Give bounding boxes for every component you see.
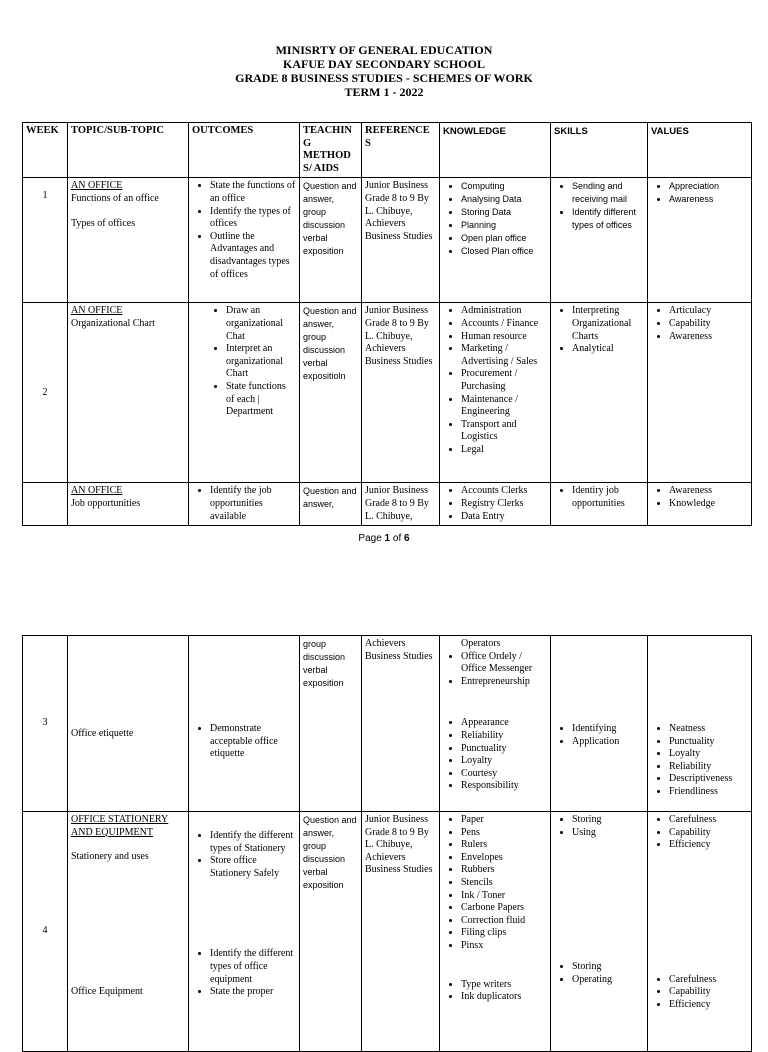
list-item: • Sending and receiving mail	[572, 180, 644, 206]
list-item: • Planning	[461, 219, 547, 232]
list-item: • Paper	[461, 814, 547, 827]
current-page-number: 1	[384, 533, 391, 544]
col-header-topic: TOPIC/SUB-TOPIC	[68, 123, 189, 178]
list-item: • Efficiency	[669, 839, 748, 852]
list-item: • Data Entry	[461, 511, 547, 524]
list-item: • Operating	[572, 974, 644, 987]
list-item: • Storing Data	[461, 206, 547, 219]
outcomes-cell	[189, 812, 300, 1052]
subtopic: Office etiquette	[71, 728, 134, 739]
topic-cell	[68, 178, 189, 303]
list-item: • Identify the different types of office equipment	[210, 948, 296, 986]
week-number: 4	[23, 812, 68, 1052]
list-item: • Awareness	[669, 331, 748, 344]
list-item: • Carefulness	[669, 974, 748, 987]
list-item: • Pens	[461, 827, 547, 840]
col-header-values: VALUES	[648, 123, 752, 178]
list-item: • Ink / Toner	[461, 890, 547, 903]
document-heading	[0, 43, 768, 99]
list-item: • Descriptiveness	[669, 773, 748, 786]
col-header-outcomes: OUTCOMES	[189, 123, 300, 178]
topic-cell	[68, 812, 189, 1052]
list-item: • Rulers	[461, 839, 547, 852]
list-item: • Efficiency	[669, 999, 748, 1012]
methods-cell: Question and answer, group discussion verbal exposition	[300, 812, 362, 1052]
list-item: • Identify the types of offices	[210, 206, 296, 231]
week-number: 3	[23, 636, 68, 812]
list-item: • Identify the job opportunities available	[210, 485, 296, 523]
list-item: • Capability	[669, 318, 748, 331]
outcomes-cell	[189, 303, 300, 483]
list-item: • Identify the different types of Stationery	[210, 830, 296, 855]
skills-cell	[551, 483, 648, 526]
heading-ministry: MINISRTY OF GENERAL EDUCATION	[275, 43, 493, 57]
list-item: • Knowledge	[669, 498, 748, 511]
values-cell	[648, 483, 752, 526]
references-cell: Junior Business Grade 8 to 9 By L. Chibuye, Achievers Business Studies	[362, 303, 440, 483]
list-item: • Computing	[461, 180, 547, 193]
list-item: • Registry Clerks	[461, 498, 547, 511]
topic-title: AN OFFICE	[71, 180, 123, 192]
list-item: • Friendliness	[669, 786, 748, 799]
schemes-table-page-2	[22, 635, 752, 1052]
list-item: • Interpreting Organizational Charts	[572, 305, 644, 343]
outcomes-cell	[189, 178, 300, 303]
methods-cell: Question and answer, group discussion verbal expositioln	[300, 303, 362, 483]
list-item: • Accounts / Finance	[461, 318, 547, 331]
schemes-table-page-1	[22, 122, 752, 526]
list-item: • Punctuality	[669, 736, 748, 749]
list-item: • Ink duplicators	[461, 991, 547, 1004]
methods-cell: Question and answer,	[300, 483, 362, 526]
list-item: • Identiry job opportunities	[572, 485, 644, 510]
list-item: • Capability	[669, 986, 748, 999]
list-item: • Office Ordely / Office Messenger	[461, 651, 547, 676]
list-item: • Storing	[572, 961, 644, 974]
document-page-2	[0, 560, 768, 1024]
outcomes-cell	[189, 636, 300, 812]
topic-cell	[68, 303, 189, 483]
knowledge-cell	[440, 636, 551, 812]
list-item: • Articulacy	[669, 305, 748, 318]
outcomes-cell	[189, 483, 300, 526]
knowledge-cell	[440, 303, 551, 483]
topic-title: AN OFFICE	[71, 305, 123, 317]
skills-cell	[551, 636, 648, 812]
week-number: 2	[23, 303, 68, 483]
list-item: • Legal	[461, 444, 547, 457]
subtopic: Stationery and uses	[71, 851, 149, 863]
list-item: • State functions of each | Department	[226, 381, 296, 419]
col-header-knowledge: KNOWLEDGE	[440, 123, 551, 178]
heading-school: KAFUE DAY SECONDARY SCHOOL	[283, 57, 485, 71]
list-item: • Transport and Logistics	[461, 419, 547, 444]
subtopic: Organizational Chart	[71, 317, 155, 329]
list-item: • Interpret an organizational Chart	[226, 343, 296, 381]
list-item: • Human resource	[461, 331, 547, 344]
list-item: • Type writers	[461, 979, 547, 992]
list-item: • Store office Stationery Safely	[210, 855, 296, 880]
topic-cell	[68, 636, 189, 812]
list-item: • Carefulness	[669, 814, 748, 827]
skills-cell	[551, 303, 648, 483]
list-item: • Analysing Data	[461, 193, 547, 206]
table-row	[23, 178, 752, 303]
list-item: • Appreciation	[669, 180, 748, 193]
values-cell	[648, 178, 752, 303]
col-header-methods: TEACHIN G METHOD S/ AIDS	[300, 123, 362, 178]
list-item: • Awareness	[669, 193, 748, 206]
heading-term: TERM 1 - 2022	[344, 85, 424, 99]
list-item: • Responsibility	[461, 780, 547, 793]
list-item: • Reliability	[669, 761, 748, 774]
list-item: • Draw an organizational Chat	[226, 305, 296, 343]
list-item: • State the proper	[210, 986, 296, 999]
table-row	[23, 303, 752, 483]
list-item: • Open plan office	[461, 232, 547, 245]
col-header-references: REFERENCE S	[362, 123, 440, 178]
page-of-label: of	[392, 533, 402, 544]
knowledge-cell	[440, 178, 551, 303]
list-item: • Rubbers	[461, 864, 547, 877]
list-item: • Entrepreneurship	[461, 676, 547, 689]
list-item: • Stencils	[461, 877, 547, 890]
references-cell: Junior Business Grade 8 to 9 By L. Chibuye, Achievers Business Studies	[362, 812, 440, 1052]
list-item: • Application	[572, 736, 644, 749]
list-item: • Awareness	[669, 485, 748, 498]
methods-cell: Question and answer, group discussion verbal exposition	[300, 178, 362, 303]
week-number	[23, 483, 68, 526]
skills-cell	[551, 178, 648, 303]
page-number-footer	[0, 533, 768, 544]
list-item: • Punctuality	[461, 743, 547, 756]
table-row	[23, 636, 752, 812]
continued-text: Operators	[461, 638, 501, 649]
subtopic: Functions of an office	[71, 192, 159, 204]
list-item: • Loyalty	[461, 755, 547, 768]
list-item: • Using	[572, 827, 644, 840]
col-header-week: WEEK	[23, 123, 68, 178]
list-item: • Filing clips	[461, 927, 547, 940]
list-item: • Storing	[572, 814, 644, 827]
topic-title: OFFICE STATIONERY AND EQUIPMENT	[71, 814, 169, 838]
col-header-skills: SKILLS	[551, 123, 648, 178]
list-item: • Correction fluid	[461, 915, 547, 928]
list-item: • Reliability	[461, 730, 547, 743]
list-item: • Analytical	[572, 343, 644, 356]
topic-title: AN OFFICE	[71, 485, 123, 497]
list-item: • Administration	[461, 305, 547, 318]
values-cell	[648, 812, 752, 1052]
skills-cell	[551, 812, 648, 1052]
subtopic: Job opportunities	[71, 497, 141, 509]
table-header-row	[23, 123, 752, 178]
references-cell: Junior Business Grade 8 to 9 By L. Chibuye,	[362, 483, 440, 526]
subtopic: Office Equipment	[71, 985, 143, 997]
subtopic: Types of offices	[71, 217, 136, 229]
knowledge-cell	[440, 812, 551, 1052]
list-item: • Pinsx	[461, 940, 547, 953]
table-row	[23, 812, 752, 1052]
values-cell	[648, 636, 752, 812]
list-item: • Procurement / Purchasing	[461, 368, 547, 393]
topic-cell	[68, 483, 189, 526]
list-item: • Closed Plan office	[461, 245, 547, 258]
list-item: • Neatness	[669, 723, 748, 736]
list-item: • Identifying	[572, 723, 644, 736]
references-cell: Achievers Business Studies	[362, 636, 440, 812]
page-label: Page	[358, 533, 382, 544]
list-item: • Courtesy	[461, 768, 547, 781]
list-item: • State the functions of an office	[210, 180, 296, 205]
table-row	[23, 483, 752, 526]
list-item: • Appearance	[461, 717, 547, 730]
knowledge-cell	[440, 483, 551, 526]
list-item: • Identify different types of offices	[572, 206, 644, 232]
list-item: • Accounts Clerks	[461, 485, 547, 498]
list-item: • Carbone Papers	[461, 902, 547, 915]
list-item: • Marketing / Advertising / Sales	[461, 343, 547, 368]
list-item: • Outline the Advantages and disadvantages types of offices	[210, 231, 296, 281]
week-number: 1	[23, 178, 68, 303]
methods-cell: group discussion verbal exposition	[300, 636, 362, 812]
list-item: • Capability	[669, 827, 748, 840]
total-page-count: 6	[404, 533, 410, 544]
list-item: • Demonstrate acceptable office etiquette	[210, 723, 296, 761]
values-cell	[648, 303, 752, 483]
references-cell: Junior Business Grade 8 to 9 By L. Chibuye, Achievers Business Studies	[362, 178, 440, 303]
list-item: • Loyalty	[669, 748, 748, 761]
list-item: • Maintenance / Engineering	[461, 394, 547, 419]
heading-subject: GRADE 8 BUSINESS STUDIES - SCHEMES OF WORK	[235, 71, 533, 85]
list-item: • Envelopes	[461, 852, 547, 865]
